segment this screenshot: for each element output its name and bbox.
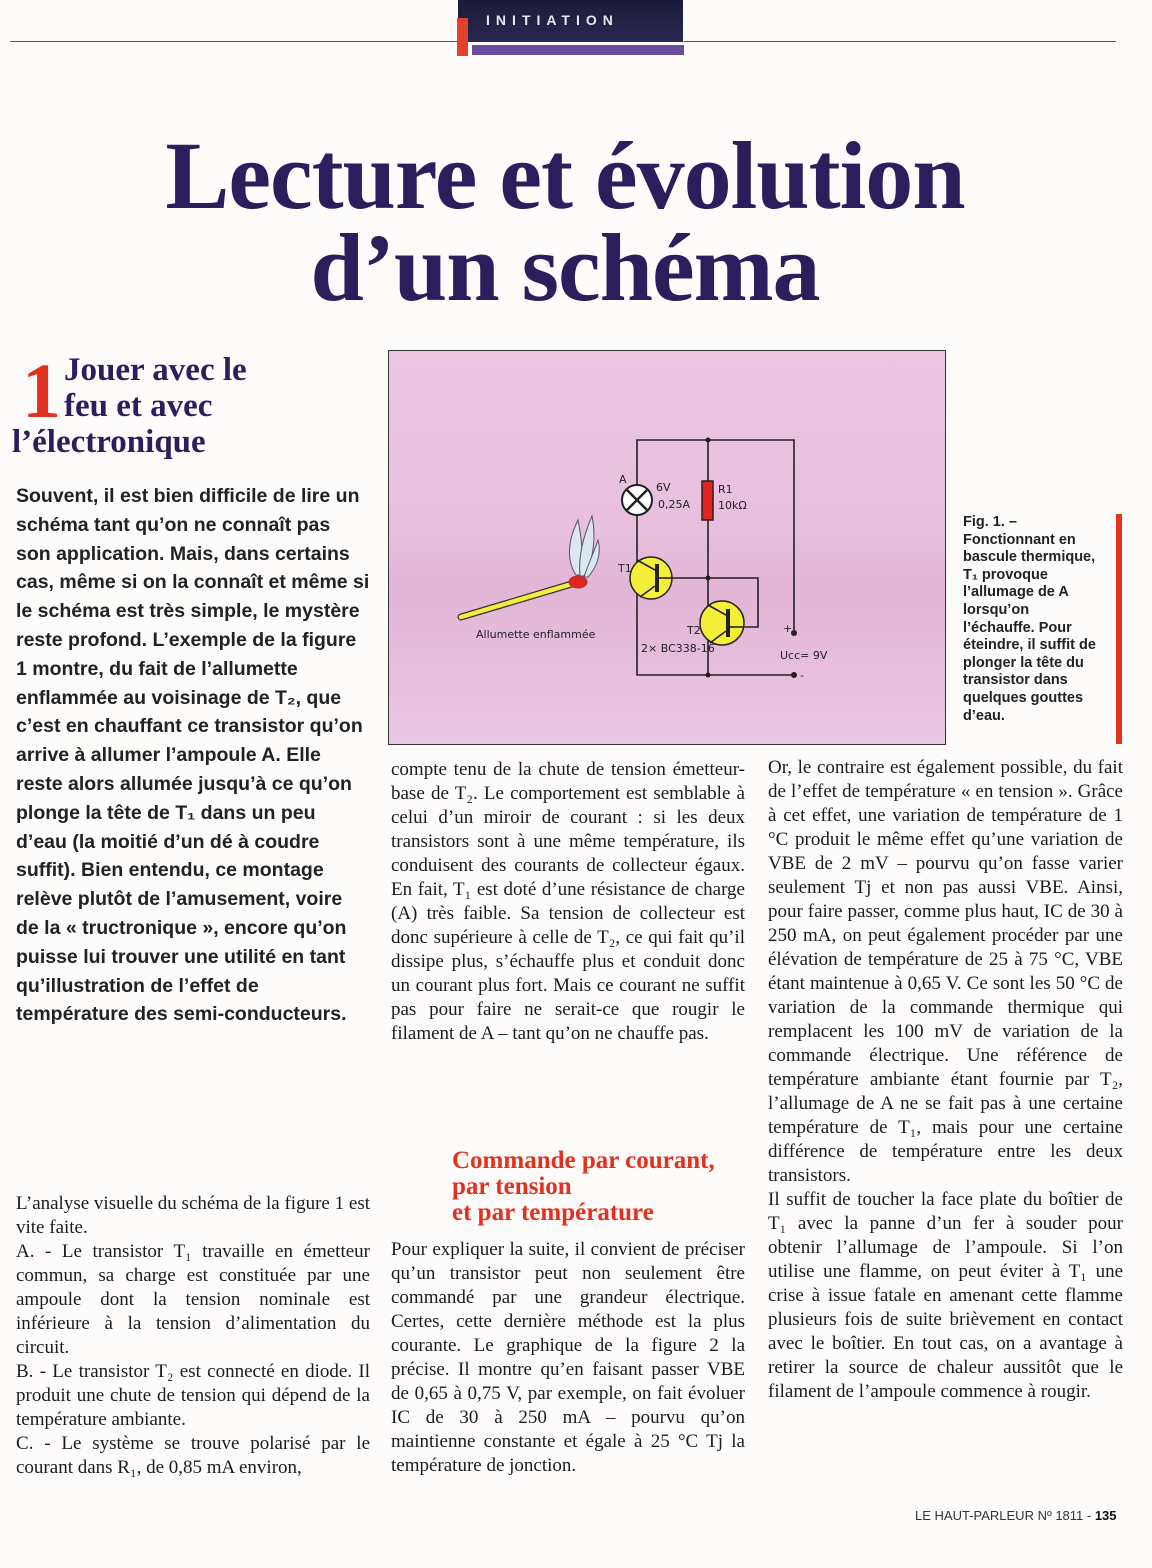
section-heading-1: Jouer avec le (64, 352, 247, 388)
paragraph: L’analyse visuelle du schéma de la figure 1 est vite faite. (16, 1193, 370, 1238)
circuit-diagram (389, 351, 944, 743)
header-purple-accent (472, 45, 684, 55)
page-title-line2: d’un schéma (310, 214, 820, 321)
paragraph: B. - Le transistor T₂ est connecté en diode. Il produit une chute de tension qui dépend de la température ambiante. (16, 1361, 370, 1430)
paragraph: compte tenu de la chute de tension émetteur-base de T₂. Le comportement est semblable à celui d’un miroir de courant : si les deux transistors sont à une même température, ils conduisent des courants de collecteur égaux. En fait, T₁ est doté d’une résistance de charge (A) très faible. Sa tension de collecteur est donc supérieure à celle de T₂, ce qui fait qu’il dissipe plus, s’échauffe plus et conduit donc un courant plus fort. Mais ce courant ne suffit pas pour faire ne serait-ce que rougir le filament de A – tant qu’on ne chauffe pas. (391, 759, 745, 1044)
caption-accent-bar (1116, 514, 1122, 744)
column-left (16, 1192, 370, 1480)
column-middle (391, 758, 745, 1046)
magazine-issue: LE HAUT-PARLEUR Nº 1811 - (915, 1508, 1095, 1523)
resistor-icon (702, 481, 713, 520)
page-title-line1: Lecture et évolution (165, 122, 965, 229)
plus-terminal: + (783, 622, 793, 635)
header-red-accent (457, 18, 468, 56)
section-heading-3: l’électronique (12, 424, 206, 460)
t2-label: T2 (687, 624, 701, 637)
transistor-t2-icon (700, 601, 744, 645)
paragraph: Il suffit de toucher la face plate du boîtier de T₁ avec la panne d’un fer à souder pour obtenir l’allumage de l’ampoule. Si l’on utilise une flamme, on peut éviter à T₁ une crise à issue fatale en amenant cette flamme plusieurs fois de suite brièvement en contact avec le boîtier. En tout cas, on a avantage à retirer la source de chaleur aussitôt que le filament de l’ampoule commence à rougir. (768, 1189, 1123, 1402)
lamp-icon (622, 485, 652, 515)
column-middle-2 (391, 1238, 745, 1478)
resistor-name: R1 (718, 483, 733, 496)
figure-1 (388, 350, 946, 745)
subheading-line2: par tension (452, 1173, 572, 1200)
lamp-label: A (619, 473, 627, 486)
header-rule-left (10, 41, 460, 42)
paragraph: A. - Le transistor T₁ travaille en émetteur commun, sa charge est constituée par une ampoule dont la tension nominale est inférieure à la tension d’alimentation du circuit. (16, 1241, 370, 1358)
section-number: 1 (22, 347, 61, 434)
minus-terminal: - (800, 669, 804, 682)
t1-label: T1 (618, 562, 632, 575)
lamp-current: 0,25A (658, 498, 691, 511)
transistor-t1-icon (630, 557, 672, 599)
subheading-line1: Commande par courant, (452, 1147, 715, 1174)
header-rule-right (684, 41, 1116, 42)
match-label: Allumette enflammée (476, 628, 596, 641)
section-label: INITIATION (486, 12, 619, 28)
paragraph: C. - Le système se trouve polarisé par le courant dans R₁, de 0,85 mA environ, (16, 1433, 370, 1478)
match-icon (461, 576, 587, 617)
resistor-value: 10kΩ (718, 499, 747, 512)
paragraph: Pour expliquer la suite, il convient de préciser qu’un transistor peut non seulement être commandé par une grandeur électrique. Certes, cette dernière méthode est la plus courante. Le graphique de la figure 2 la précise. Il montre qu’en faisant passer VBE de 0,65 à 0,75 V, par exemple, on fait évoluer IC de 30 à 250 mA – pourvu qu’on maintienne constante et égale à 25 °C Tj la température de jonction. (391, 1239, 745, 1476)
lamp-voltage: 6V (656, 481, 671, 494)
subheading (452, 1148, 752, 1226)
page-number: 135 (1094, 1508, 1117, 1523)
column-right (768, 756, 1123, 1404)
page-footer (915, 1508, 1117, 1523)
section-heading-2: feu et avec (64, 388, 213, 424)
figure-caption: Fig. 1. – Fonctionnant en bascule thermique, T₁ provoque l’allumage de A lorsqu’on l’échauffe. Pour éteindre, il suffit de plonger la tête du transistor dans quelques gouttes d’eau. (963, 514, 1096, 724)
flame-icon (569, 516, 599, 577)
transistor-type: 2× BC338-16 (641, 642, 715, 655)
subheading-line3: et par température (452, 1199, 654, 1226)
supply-voltage: Ucc= 9V (780, 649, 828, 662)
paragraph: Or, le contraire est également possible, du fait de l’effet de température « en tension ». Grâce à cet effet, une variation de température de 1 °C produit le même effet qu’une variation de VBE de 2 mV – pourvu qu’on fasse varier seulement Tj et non pas aussi VBE. Ainsi, pour faire passer, comme plus haut, IC de 30 à 250 mA, on peut également procéder par une élévation de température de 25 à 75 °C, VBE étant maintenue à 0,65 V. Ce sont les 50 °C de variation de la commande thermique qui remplacent les 100 mV de variation de la commande électrique. Une référence de température ambiante étant fournie par T₂, l’allumage de A ne se fait pas à une certaine température de T₁, mais pour une certaine différence de température entre les deux transistors. (768, 757, 1123, 1186)
intro-paragraph: Souvent, il est bien difficile de lire un schéma tant qu’on ne connaît pas son application. Mais, dans certains cas, même si on la connaît et même si le schéma est très simple, le mystère reste profond. L’exemple de la figure 1 montre, du fait de l’allumette enflammée au voisinage de T₂, que c’est en chauffant ce transistor qu’on arrive à allumer l’ampoule A. Elle reste alors allumée jusqu’à ce qu’on plonge la tête de T₁ dans un peu d’eau (la moitié d’un dé à coudre suffit). Bien entendu, ce montage relève plutôt de l’amusement, voire de la « tructronique », encore qu’on puisse lui trouver une utilité en tant qu’illustration de l’effet de température des semi-conducteurs. (16, 485, 370, 1026)
section-tab (458, 0, 683, 42)
